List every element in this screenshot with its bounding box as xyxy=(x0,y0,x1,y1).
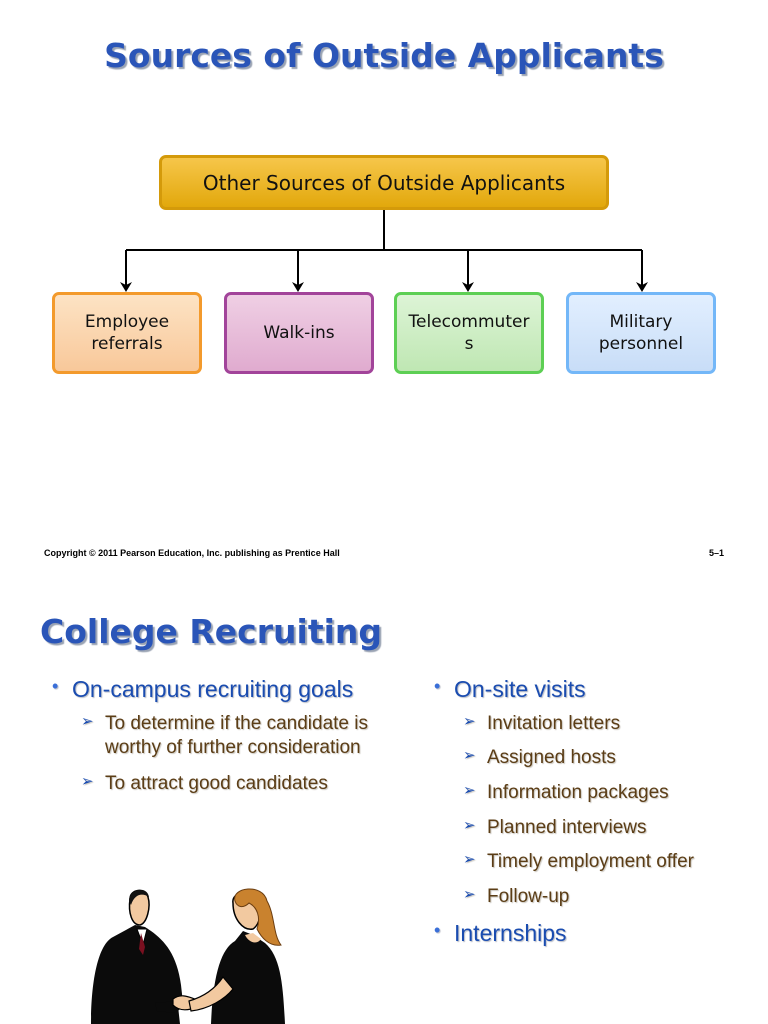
sub-bullet xyxy=(432,885,752,910)
slide-title: College Recruiting xyxy=(40,612,383,651)
sub-bullet xyxy=(432,850,752,875)
arrow-right-icon: ➢ xyxy=(463,886,476,904)
node-label-line1: Walk-ins xyxy=(263,322,335,343)
sub-bullet xyxy=(50,772,410,797)
bullet-text: On-campus recruiting goals xyxy=(72,676,354,702)
sub-bullet xyxy=(432,816,752,841)
arrow-right-icon: ➢ xyxy=(463,851,476,869)
sub-bullet-text: To attract good candidates xyxy=(105,772,328,794)
sub-bullet-text: Timely employment offer xyxy=(487,851,694,873)
bullet-dot-icon: • xyxy=(434,676,441,696)
sub-bullet xyxy=(432,781,752,806)
page-number: 5–1 xyxy=(708,548,724,558)
bullet-dot-icon: • xyxy=(52,676,59,696)
node-label-line1: Employee xyxy=(84,311,170,332)
org-chart-root xyxy=(159,155,609,210)
node-label-line1: Military xyxy=(609,311,673,332)
handshake-illustration xyxy=(85,885,305,1024)
left-column xyxy=(50,676,410,808)
node-label-line1: Telecommuter xyxy=(408,311,530,332)
sub-bullet-text: To determine if the candidate is worthy of further consideration xyxy=(105,712,368,759)
node-telecommuters xyxy=(394,292,544,374)
node-walk-ins xyxy=(224,292,374,374)
arrow-right-icon: ➢ xyxy=(81,712,94,730)
root-label: Other Sources of Outside Applicants xyxy=(202,170,566,195)
sub-bullet xyxy=(432,712,752,737)
node-label-line2: s xyxy=(464,334,474,354)
bullet-dot-icon: • xyxy=(434,919,441,940)
node-label-line2: referrals xyxy=(91,334,163,354)
arrow-right-icon: ➢ xyxy=(463,816,476,834)
slide-title: Sources of Outside Applicants xyxy=(104,36,664,75)
sub-bullet xyxy=(50,712,410,761)
bullet-heading xyxy=(50,676,410,704)
arrow-right-icon: ➢ xyxy=(463,781,476,799)
node-employee-referrals xyxy=(52,292,202,374)
arrow-right-icon: ➢ xyxy=(463,712,476,730)
node-military-personnel xyxy=(566,292,716,374)
sub-bullet-text: Planned interviews xyxy=(487,816,647,838)
sub-bullet-text: Follow-up xyxy=(487,886,570,908)
sub-bullet-text: Assigned hosts xyxy=(487,747,616,769)
node-label-line2: personnel xyxy=(598,334,684,354)
bullet-text: On-site visits xyxy=(454,676,586,702)
bullet-heading xyxy=(432,676,752,704)
arrow-right-icon: ➢ xyxy=(463,747,476,765)
bullet-heading xyxy=(432,920,752,948)
sub-bullet-text: Information packages xyxy=(487,781,669,803)
arrow-right-icon: ➢ xyxy=(81,772,94,790)
copyright-text: Copyright © 2011 Pearson Education, Inc. publishing as Prentice Hall xyxy=(44,548,340,558)
sub-bullet-text: Invitation letters xyxy=(487,712,621,734)
bullet-text: Internships xyxy=(454,919,567,946)
sub-bullet xyxy=(432,746,752,771)
right-column xyxy=(432,676,752,955)
